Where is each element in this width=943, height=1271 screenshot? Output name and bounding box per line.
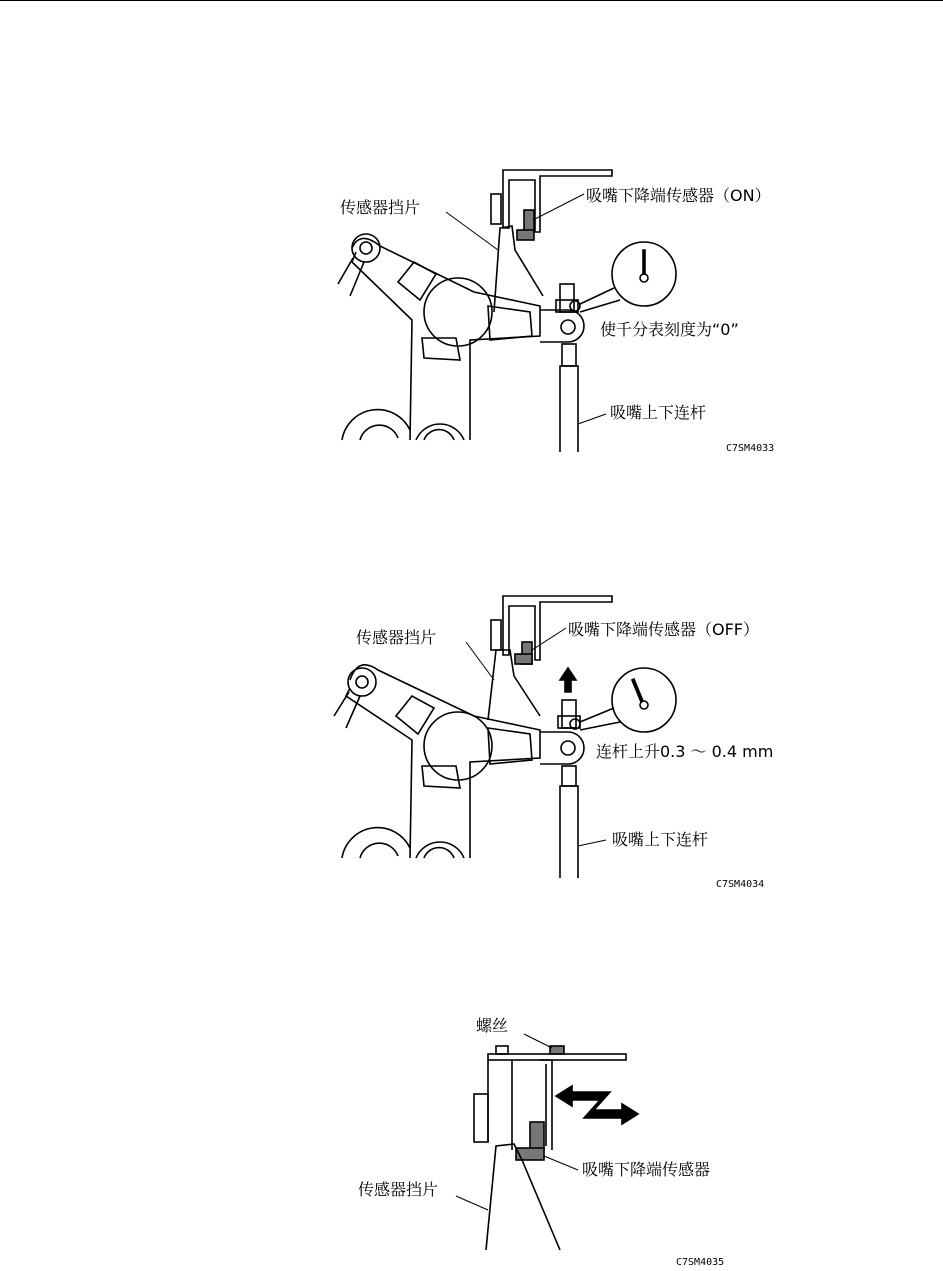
sensor-label: 吸嘴下降端传感器（ON） xyxy=(586,186,771,205)
sensor-label: 吸嘴下降端传感器 xyxy=(582,1160,711,1179)
flag-label: 传感器挡片 xyxy=(358,1180,439,1199)
sensor-base xyxy=(516,1148,544,1160)
leader-sensor xyxy=(544,1156,578,1170)
figure-code: C7SM4035 xyxy=(676,1257,725,1268)
rod-label: 吸嘴上下连杆 xyxy=(612,830,709,849)
screw-icon xyxy=(550,1046,564,1054)
leader-flag xyxy=(456,1196,488,1210)
screw-label: 螺丝 xyxy=(476,1016,509,1035)
gauge-label: 连杆上升0.3 ～ 0.4 mm xyxy=(596,742,774,761)
side-block xyxy=(474,1094,488,1142)
plate xyxy=(488,1054,626,1060)
sensor-label: 吸嘴下降端传感器（OFF） xyxy=(568,620,760,639)
gauge-label: 使千分表刻度为“0” xyxy=(600,320,739,339)
sensor xyxy=(530,1122,544,1150)
figure-code: C7SM4033 xyxy=(726,443,775,454)
figure-code: C7SM4034 xyxy=(716,879,765,890)
plate-nub xyxy=(496,1046,508,1054)
rod-label: 吸嘴上下连杆 xyxy=(610,403,707,422)
flag-label: 传感器挡片 xyxy=(356,628,437,647)
flag-label: 传感器挡片 xyxy=(340,198,421,217)
leader-screw xyxy=(524,1034,552,1048)
adjust-arrow xyxy=(556,1086,638,1124)
